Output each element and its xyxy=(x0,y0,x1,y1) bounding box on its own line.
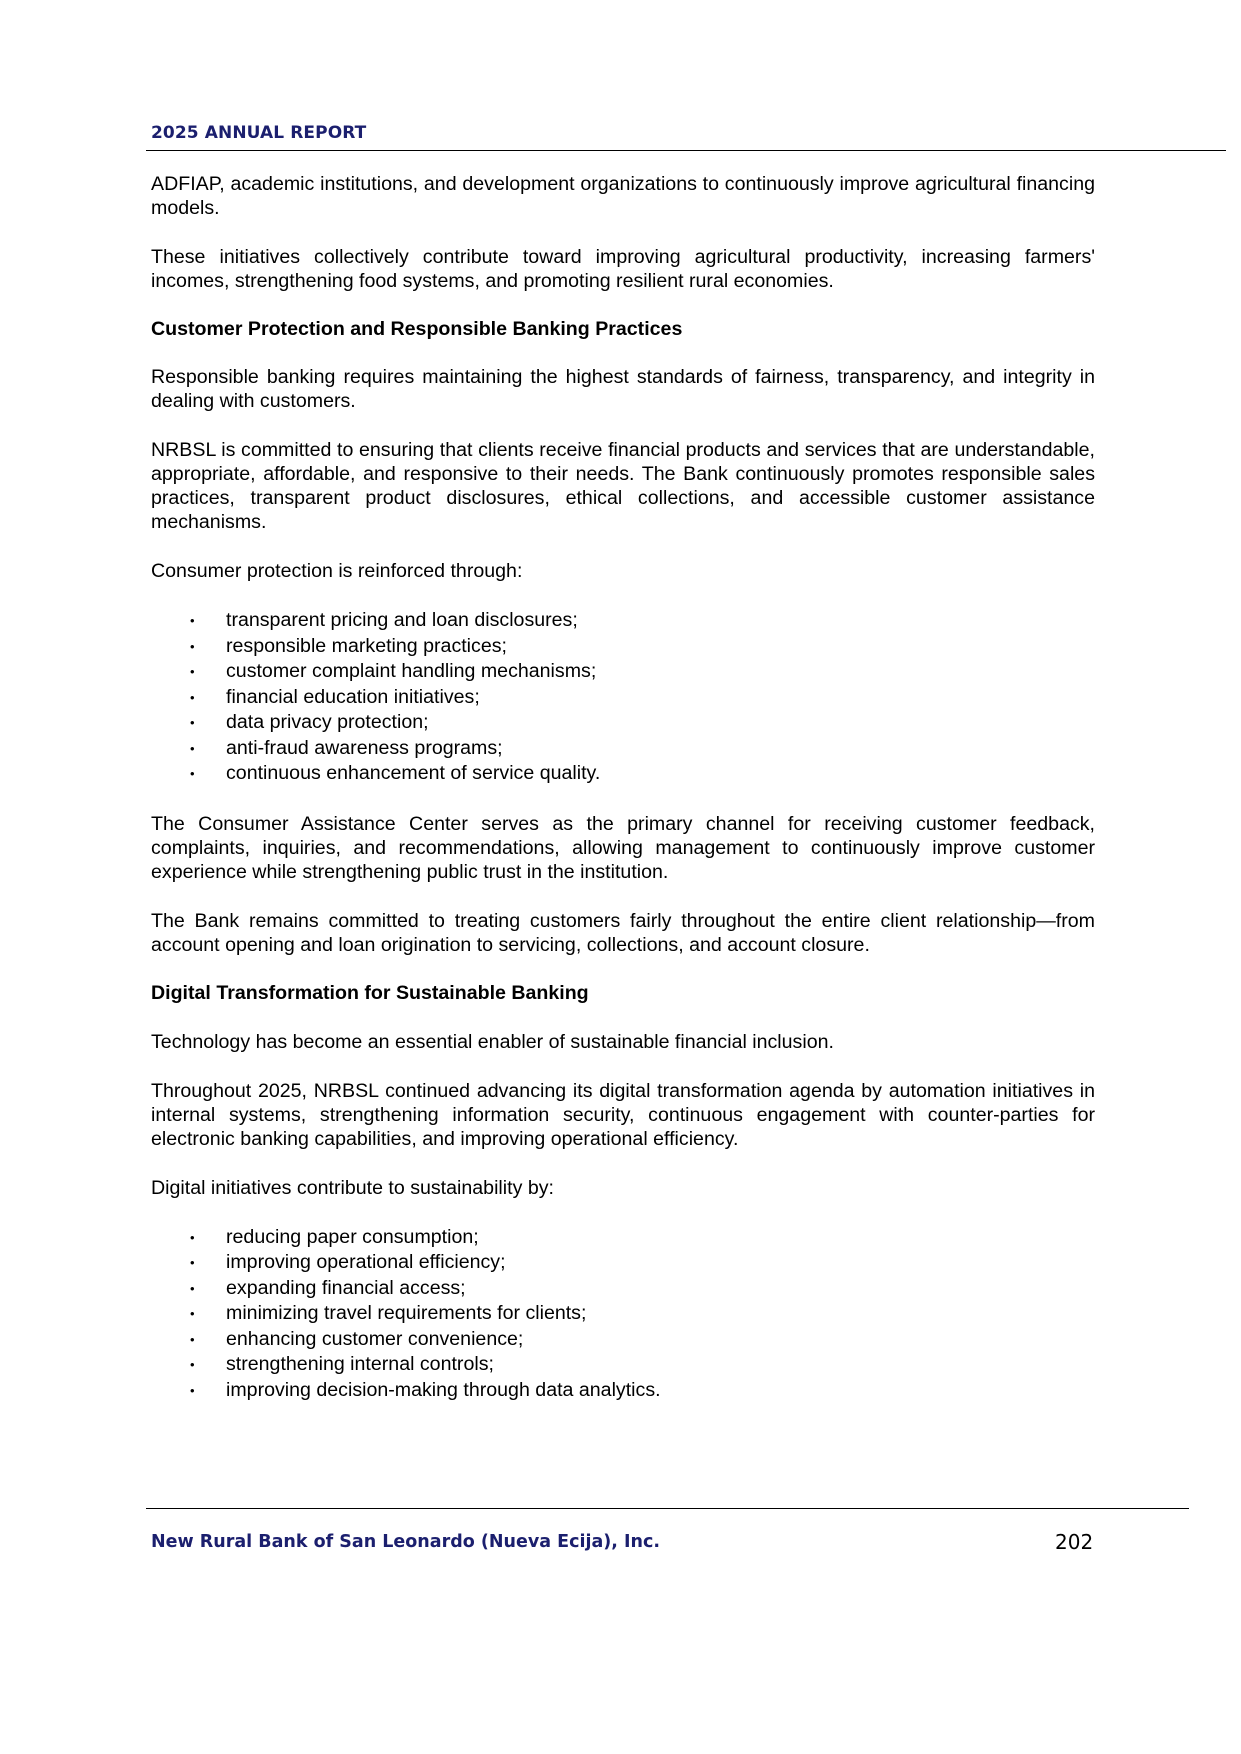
list-item: • reducing paper consumption; xyxy=(151,1225,1095,1251)
paragraph-fair-treatment: The Bank remains committed to treating customers fairly throughout the entire client relationship—from account opening and loan origination to servicing, collections, and account closure. xyxy=(151,909,1095,956)
page-number: 202 xyxy=(1055,1530,1094,1554)
bullet-icon: • xyxy=(190,1255,195,1270)
bullet-icon: • xyxy=(190,1382,195,1398)
list-item: • strengthening internal controls; xyxy=(151,1352,1095,1378)
list-item: • customer complaint handling mechanisms; xyxy=(151,659,1095,685)
list-item: • minimizing travel requirements for clients; xyxy=(151,1301,1095,1327)
footer-divider xyxy=(146,1508,1189,1509)
list-item: • anti-fraud awareness programs; xyxy=(151,736,1095,762)
bullet-icon: • xyxy=(190,664,195,679)
consumer-protection-list xyxy=(151,608,1095,787)
bullet-icon: • xyxy=(190,1357,195,1372)
paragraph-technology-enabler: Technology has become an essential enabler of sustainable financial inclusion. xyxy=(151,1030,834,1053)
paragraph-responsible-banking: Responsible banking requires maintaining the highest standards of fairness, transparency, and integrity in dealing with customers. xyxy=(151,366,1095,412)
paragraph-digital-agenda: Throughout 2025, NRBSL continued advancing its digital transformation agenda by automation initiatives in internal systems, strengthening information security, continuous engagement with counter-parties for electronic banking capabilities, and improving operational efficiency. xyxy=(151,1079,1095,1150)
list-item: • expanding financial access; xyxy=(151,1276,1095,1302)
paragraph-digital-initiatives-intro: Digital initiatives contribute to sustainability by: xyxy=(151,1176,554,1199)
digital-initiatives-list xyxy=(151,1225,1095,1404)
bullet-icon: • xyxy=(190,689,195,705)
list-item: • transparent pricing and loan disclosures; xyxy=(151,608,1095,634)
header-divider xyxy=(146,150,1226,151)
bullet-icon: • xyxy=(190,1229,195,1245)
bullet-icon: • xyxy=(190,1280,195,1296)
bullet-icon: • xyxy=(190,740,195,756)
footer-bank-name: New Rural Bank of San Leonardo (Nueva Ecija), Inc. xyxy=(151,1532,660,1552)
heading-customer-protection: Customer Protection and Responsible Banking Practices xyxy=(151,318,683,340)
list-item: • responsible marketing practices; xyxy=(151,634,1095,660)
heading-digital-transformation: Digital Transformation for Sustainable Banking xyxy=(151,981,589,1004)
list-item: • continuous enhancement of service quality. xyxy=(151,761,1095,787)
list-item: • financial education initiatives; xyxy=(151,685,1095,711)
bullet-icon: • xyxy=(190,1331,195,1347)
paragraph-consumer-protection-intro: Consumer protection is reinforced through: xyxy=(151,560,523,582)
list-item: • improving operational efficiency; xyxy=(151,1250,1095,1276)
bullet-icon: • xyxy=(190,1306,195,1321)
bullet-icon: • xyxy=(190,766,195,781)
bullet-icon: • xyxy=(190,638,195,654)
bullet-icon: • xyxy=(190,715,195,730)
report-header-title: 2025 ANNUAL REPORT xyxy=(151,123,367,143)
paragraph-consumer-assistance-center: The Consumer Assistance Center serves as the primary channel for receiving customer feedback, complaints, inquiries, and recommendations, allowing management to continuously improve customer experience while strengthening public trust in the institution. xyxy=(151,812,1095,883)
paragraph-initiatives: These initiatives collectively contribute toward improving agricultural productivity, increasing farmers' incomes, strengthening food systems, and promoting resilient rural economies. xyxy=(151,246,1095,292)
list-item: • improving decision-making through data analytics. xyxy=(151,1378,1095,1404)
list-item: • enhancing customer convenience; xyxy=(151,1327,1095,1353)
paragraph-adfiap: ADFIAP, academic institutions, and development organizations to continuously improve agricultural financing models. xyxy=(151,173,1095,219)
bullet-icon: • xyxy=(190,613,195,628)
list-item: • data privacy protection; xyxy=(151,710,1095,736)
body-content xyxy=(151,172,1095,1403)
paragraph-nrbsl-commitment: NRBSL is committed to ensuring that clients receive financial products and services that are understandable, appropriate, affordable, and responsive to their needs. The Bank continuously promotes responsible sales practices, transparent product disclosures, ethical collections, and accessible customer assistance mechanisms. xyxy=(151,439,1095,533)
